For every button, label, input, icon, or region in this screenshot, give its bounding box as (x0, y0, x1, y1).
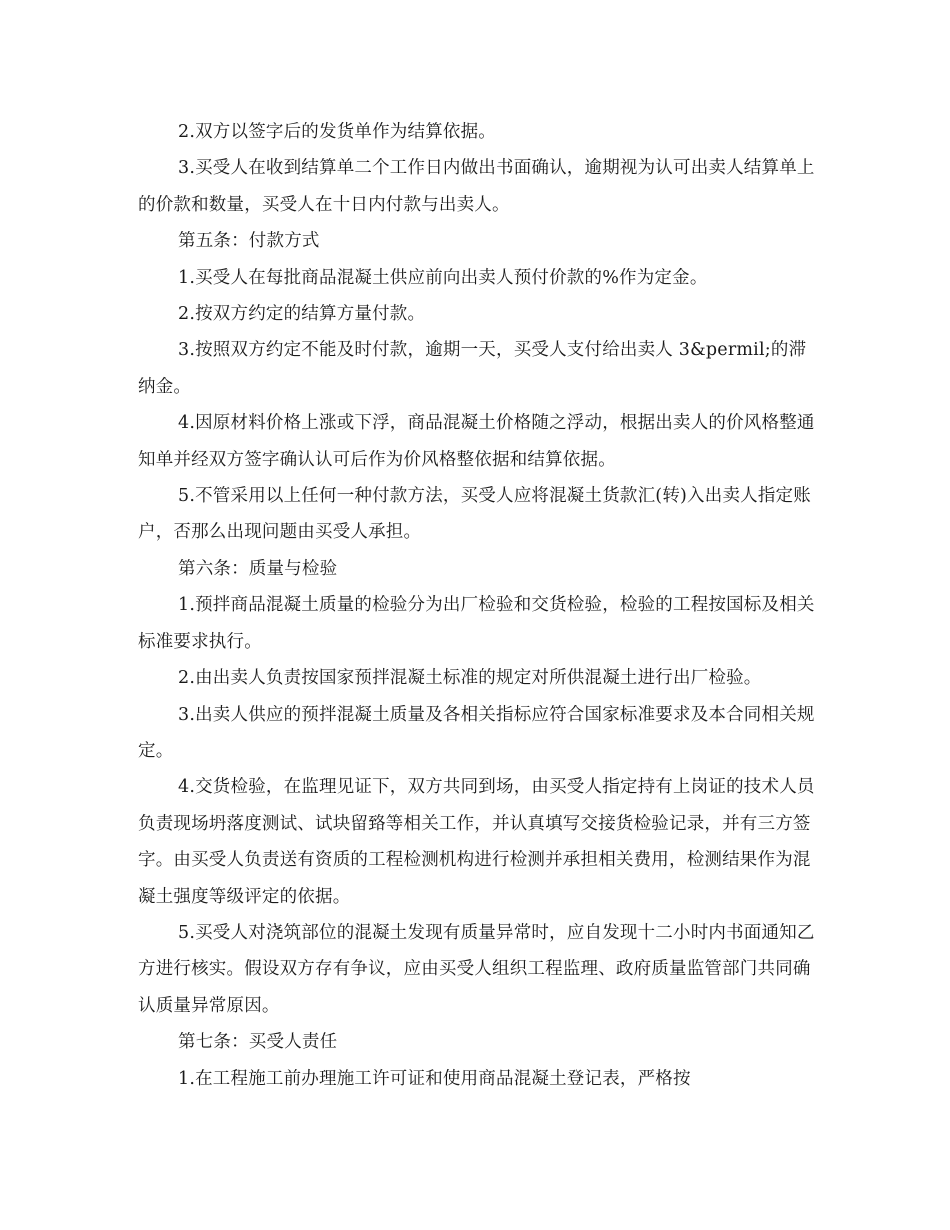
paragraph-settlement-confirmation: 3.买受人在收到结算单二个工作日内做出书面确认，逾期视为认可出卖人结算单上的价款和数量，买受人在十日内付款与出卖人。 (138, 158, 815, 215)
paragraph-construction-permit: 1.在工程施工前办理施工许可证和使用商品混凝土登记表，严格按 (178, 1068, 691, 1089)
section-heading-buyer-responsibility: 第七条：买受人责任 (178, 1032, 338, 1053)
paragraph-designated-account: 5.不管采用以上任何一种付款方法，买受人应将混凝土货款汇(转)入出卖人指定账户，否那么出现问题由买受人承担。 (138, 486, 811, 543)
paragraph-payment-by-volume: 2.按双方约定的结算方量付款。 (178, 304, 426, 325)
paragraph-inspection-types: 1.预拌商品混凝土质量的检验分为出厂检验和交货检验，检验的工程按国标及相关标准要求执行。 (138, 595, 815, 652)
paragraph-deposit: 1.买受人在每批商品混凝土供应前向出卖人预付价款的%作为定金。 (178, 267, 708, 288)
paragraph-delivery-inspection: 4.交货检验，在监理见证下，双方共同到场，由买受人指定持有上岗证的技术人员负责现场坍落度测试、试块留臵等相关工作，并认真填写交接货检验记录，并有三方签字。由买受人负责送有资质的工程检测机构进行检测并承担相关费用，检测结果作为混凝土强度等级评定的依据。 (138, 777, 815, 907)
paragraph-late-fee: 3.按照双方约定不能及时付款，逾期一天，买受人支付给出卖人 3&permil;的滞纳金。 (138, 340, 807, 397)
section-heading-quality-inspection: 第六条：质量与检验 (178, 558, 338, 579)
paragraph-quality-standards: 3.出卖人供应的预拌混凝土质量及各相关指标应符合国家标准要求及本合同相关规定。 (138, 704, 815, 761)
section-heading-payment-method: 第五条：付款方式 (178, 231, 320, 252)
paragraph-quality-abnormality: 5.买受人对浇筑部位的混凝土发现有质量异常时，应自发现十二小时内书面通知乙方进行核实。假设双方存有争议，应由买受人组织工程监理、政府质量监管部门共同确认质量异常原因。 (138, 922, 815, 1016)
paragraph-factory-inspection: 2.由出卖人负责按国家预拌混凝土标准的规定对所供混凝土进行出厂检验。 (178, 668, 762, 689)
paragraph-price-adjustment: 4.因原材料价格上涨或下浮，商品混凝土价格随之浮动，根据出卖人的价风格整通知单并经双方签字确认认可后作为价风格整依据和结算依据。 (138, 413, 815, 470)
document-body (138, 114, 818, 1097)
paragraph-settlement-basis: 2.双方以签字后的发货单作为结算依据。 (178, 122, 496, 142)
